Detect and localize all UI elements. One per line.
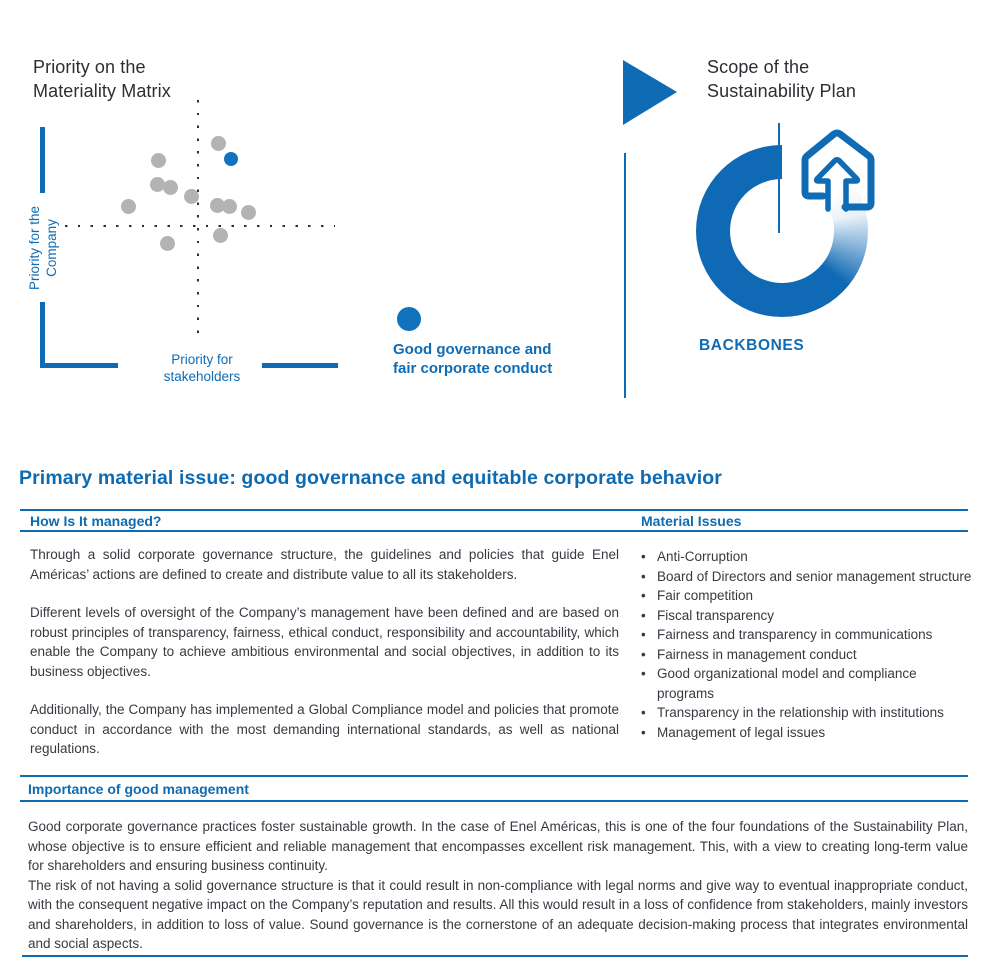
scatter-dot <box>224 152 238 166</box>
materiality-chart-title-line1: Priority on the <box>33 57 146 77</box>
x-axis-label-line2: stakeholders <box>163 369 241 384</box>
horizontal-rule <box>20 530 968 532</box>
x-axis-bar-right-segment <box>262 363 338 368</box>
importance-body <box>28 817 968 954</box>
list-item-text: Fairness in management conduct <box>657 646 857 662</box>
scatter-dot <box>163 180 178 195</box>
list-item-text: Transparency in the relationship with institutions <box>657 705 944 720</box>
list-item-text: Management of legal issues <box>657 724 826 740</box>
x-axis-label <box>141 351 263 385</box>
list-item-text: Fiscal transparency <box>657 607 775 623</box>
bullet-icon: • <box>641 724 646 740</box>
list-item <box>641 664 977 703</box>
horizontal-dotted-axis <box>65 225 335 227</box>
bullet-icon: • <box>641 549 646 564</box>
house-arrow-up-icon <box>799 129 877 213</box>
y-axis-bar-bottom-segment <box>40 302 45 363</box>
donut-pointer-line <box>778 123 780 233</box>
horizontal-rule <box>20 800 968 802</box>
bullet-icon: • <box>641 627 646 642</box>
scatter-dot <box>241 205 256 220</box>
paragraph: Through a solid corporate governance structure, the guidelines and policies that guide Enel Américas’ actions are defined to create and distribute value to all its stakeholders. <box>30 547 619 582</box>
scatter-dot <box>184 189 199 204</box>
bullet-icon: • <box>641 588 646 603</box>
list-item-text: Fair competition <box>657 588 754 603</box>
list-item <box>641 606 977 626</box>
scatter-dot <box>121 199 136 214</box>
bullet-icon: • <box>641 607 646 623</box>
material-issues-column <box>641 547 977 742</box>
scope-panel-title-line2: Sustainability Plan <box>707 81 856 101</box>
list-item <box>641 645 977 665</box>
list-item <box>641 703 977 723</box>
bullet-icon: • <box>641 646 646 662</box>
arrow-right-triangle-icon <box>623 60 677 125</box>
how-managed-column <box>30 545 619 778</box>
scope-panel-title <box>707 55 856 103</box>
x-axis-label-line1: Priority for <box>171 352 233 367</box>
section-heading: Primary material issue: good governance and equitable corporate behavior <box>19 467 722 489</box>
scatter-dot <box>222 199 237 214</box>
column-header-how-managed: How Is It managed? <box>30 513 162 529</box>
paragraph: Good corporate governance practices foster sustainable growth. In the case of Enel Américas, this is one of the four foundations of the Sustainability Plan, whose objective is to ensure efficient and reliable management that encompasses excellent risk management. This, with a view to creating long-term value for shareholders and ensuring business continuity. <box>28 819 968 873</box>
scatter-dot <box>211 136 226 151</box>
x-axis-bar-left-segment <box>40 363 118 368</box>
section-header-importance: Importance of good management <box>28 781 249 797</box>
bullet-icon: • <box>641 568 646 584</box>
vertical-dotted-axis <box>197 100 199 343</box>
paragraph: Different levels of oversight of the Company’s management have been defined and are based on robust principles of transparency, fairness, ethical conduct, responsibility and accountability, which enable the Company to achieve ambitious environmental and social objectives, in addition to its business objectives. <box>30 605 619 679</box>
list-item <box>641 567 977 587</box>
list-item <box>641 723 977 743</box>
paragraph: The risk of not having a solid governance structure is that it could result in non-compliance with legal norms and give way to eventual inappropriate conduct, with the consequent negative impact on the Company’s reputation and results. All this would result in a loss of confidence from stakeholders, mainly investors and shareholders, in addition to loss of value. Sound governance is the cornerstone of an adequate decision-making process that integrates environmental and social aspects. <box>28 877 968 951</box>
materiality-chart-title-line2: Materiality Matrix <box>33 81 171 101</box>
list-item-text: Anti-Corruption <box>657 549 748 564</box>
column-header-material-issues: Material Issues <box>641 513 742 529</box>
list-item <box>641 586 977 606</box>
paragraph: Additionally, the Company has implemented a Global Compliance model and policies that promote conduct in accordance with the most demanding international standards, as well as national regulations. <box>30 702 619 756</box>
list-item <box>641 547 977 567</box>
horizontal-rule <box>20 775 968 777</box>
list-item-text: Board of Directors and senior management structure <box>657 568 972 584</box>
scatter-dot <box>213 228 228 243</box>
horizontal-rule <box>20 509 968 511</box>
legend-label-line2: fair corporate conduct <box>393 360 553 377</box>
y-axis-label-line1: Priority for the <box>27 205 42 291</box>
scope-panel-title-line1: Scope of the <box>707 57 810 77</box>
scatter-dot <box>160 236 175 251</box>
horizontal-rule <box>22 955 968 957</box>
y-axis-bar-top-segment <box>40 127 45 193</box>
legend-label <box>393 340 613 378</box>
list-item-text: Fairness and transparency in communications <box>657 627 933 642</box>
bullet-icon: • <box>641 666 646 681</box>
backbones-label: BACKBONES <box>699 337 805 354</box>
legend-dot-icon <box>397 307 421 331</box>
legend-label-line1: Good governance and <box>393 341 552 358</box>
material-issues-list <box>641 547 977 742</box>
materiality-chart-title <box>33 55 171 103</box>
list-item <box>641 625 977 645</box>
list-item-text: Good organizational model and compliance programs <box>657 666 917 701</box>
bullet-icon: • <box>641 705 646 720</box>
scatter-dot <box>151 153 166 168</box>
vertical-divider <box>624 153 626 398</box>
y-axis-label <box>26 196 62 300</box>
y-axis-label-line2: Company <box>44 219 59 277</box>
